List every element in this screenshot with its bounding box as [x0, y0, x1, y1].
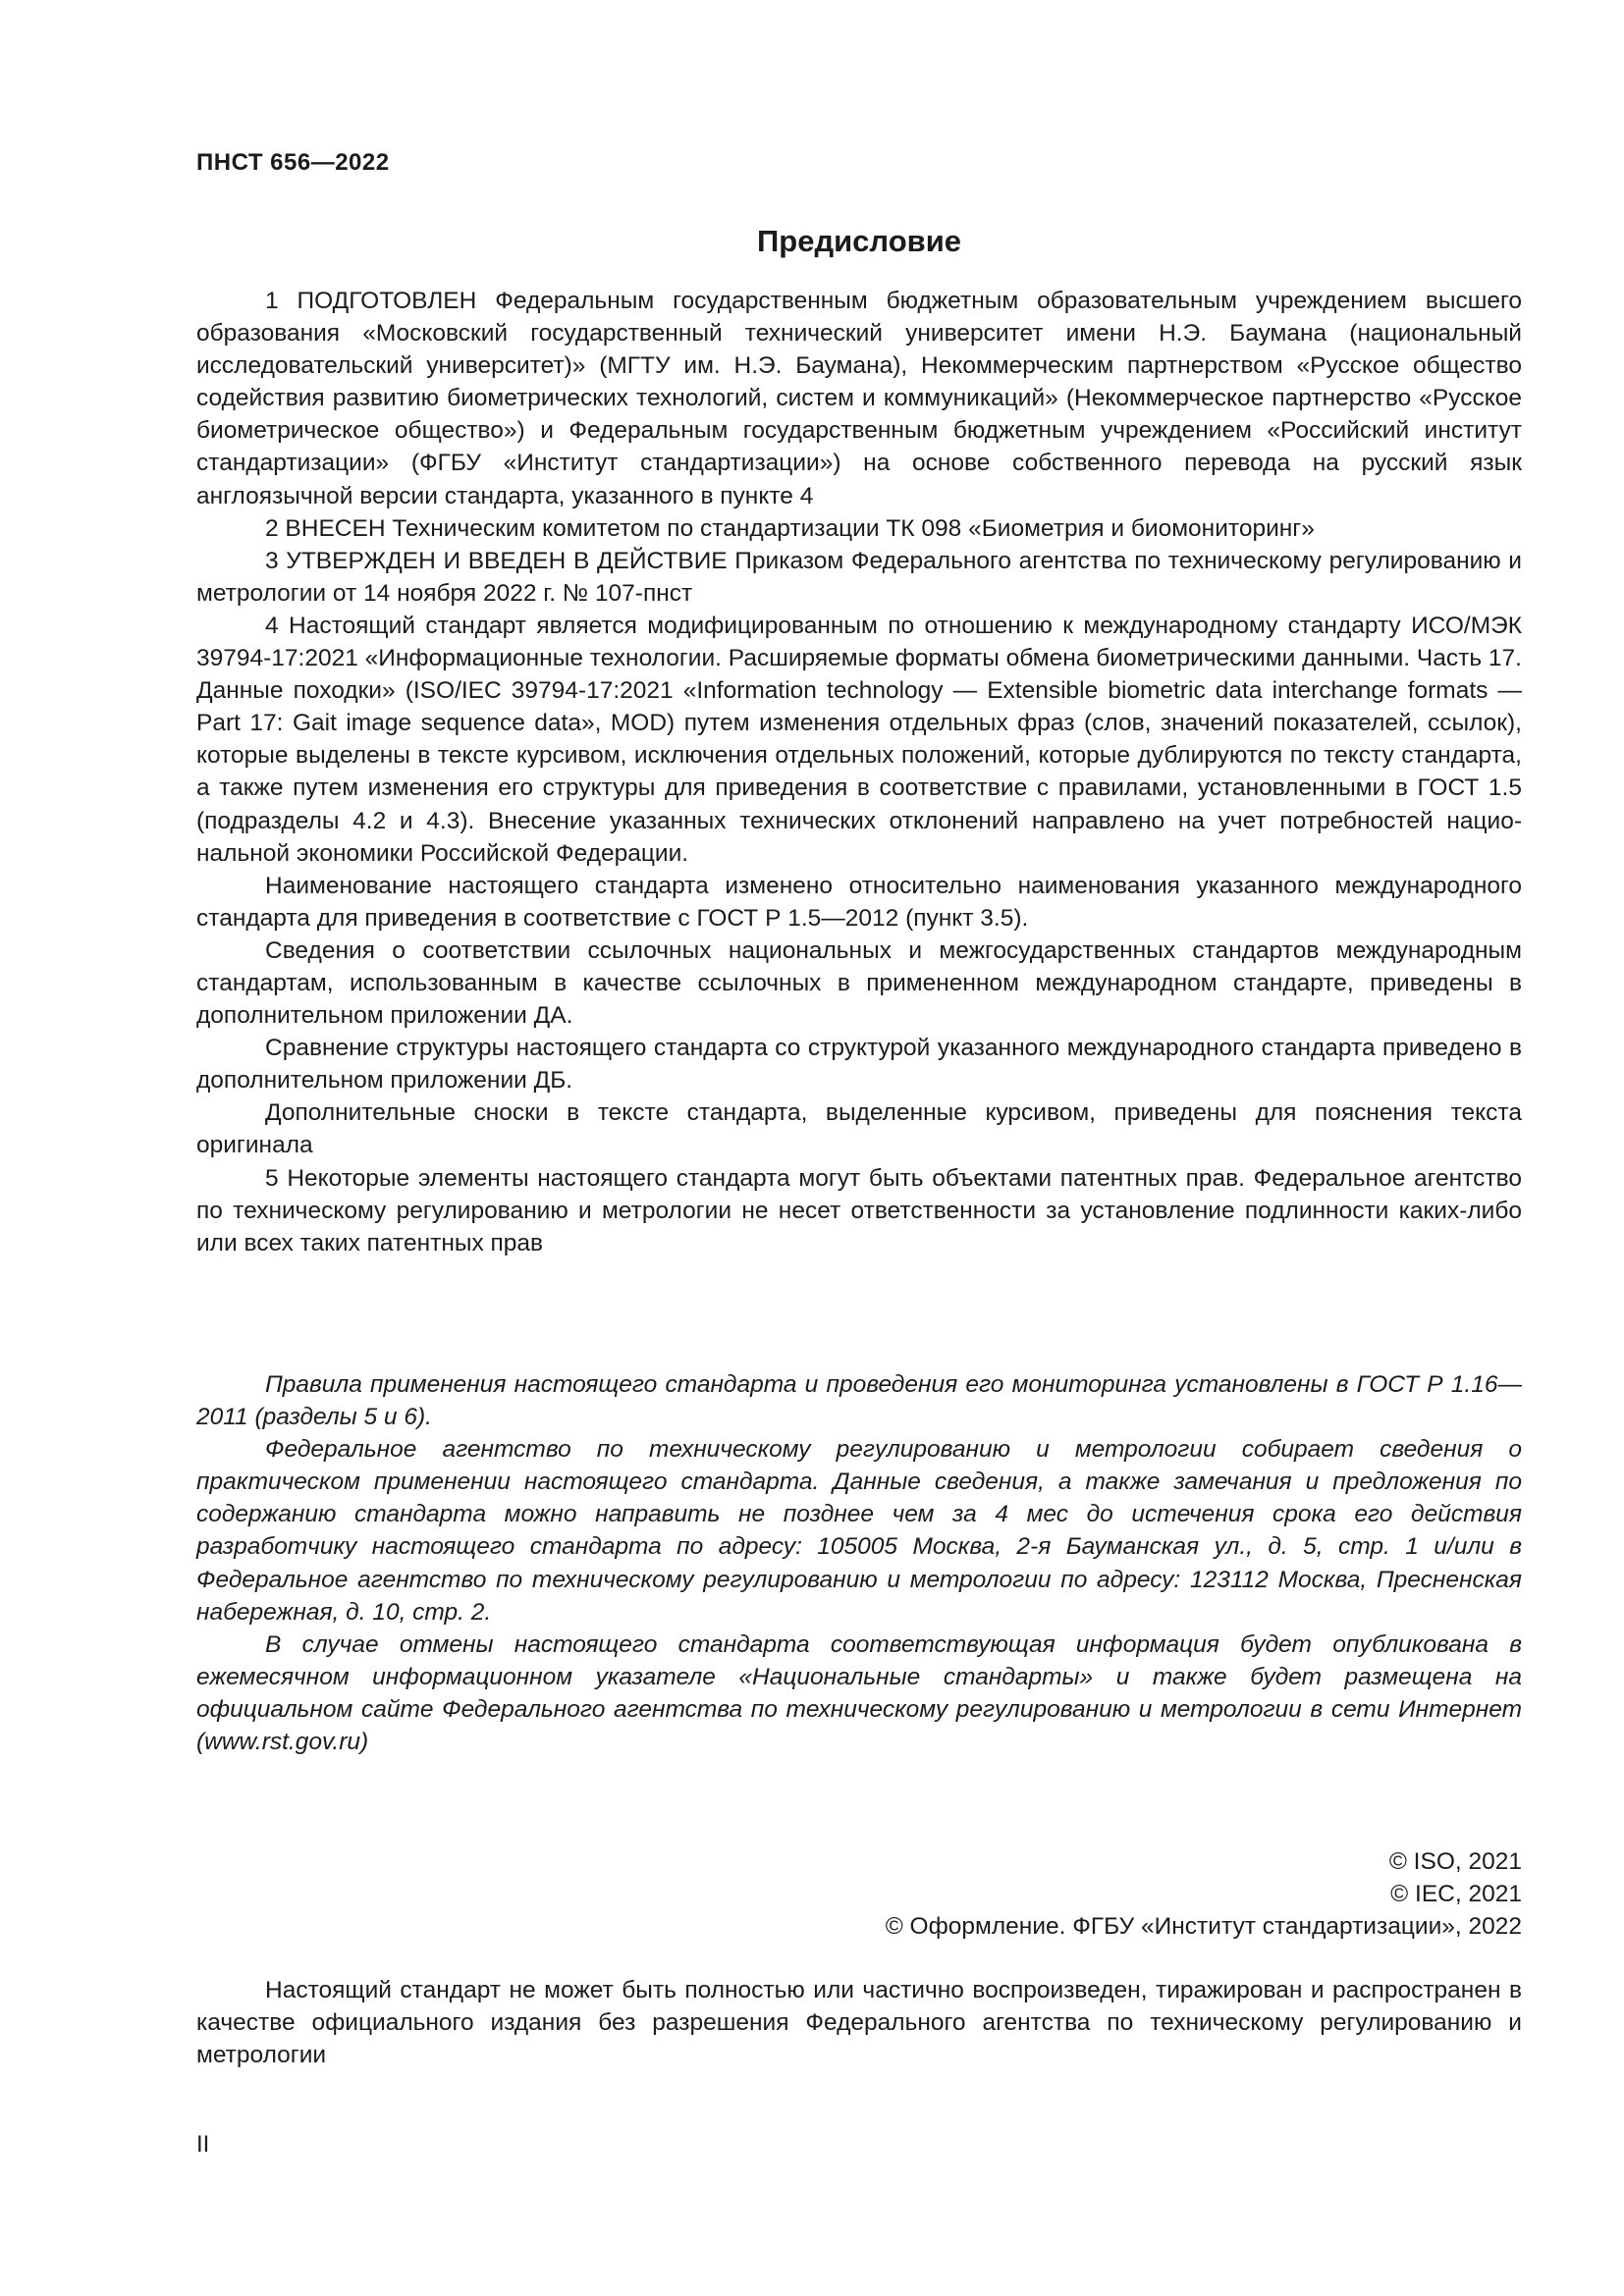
preface-paragraph-references: Сведения о соответствии ссылочных национальных и межгосударственных стандартов международным стандартам, использованным в качестве ссылочных в примененном международном стандарте, приведены в дополнительном приложении ДА. [196, 936, 1522, 1030]
reproduction-notice-section [196, 1974, 1522, 2071]
rules-paragraph-cancellation: В случае отмены настоящего стандарта соответствующая информация будет опубликована в ежемесячном информационном указателе «Национальные стандарты» и также будет размещена на официальном сайте Федерального агентства по техническому регулированию и метрологии в сети Интернет (www.rst.gov.ru) [196, 1630, 1522, 1756]
preface-item-1: 1 ПОДГОТОВЛЕН Федеральным государственным бюджетным образовательным учреждением высшего образования «Московский государственный технический университет имени Н.Э. Баумана (национальный исследовательский университет)» (МГТУ им. Н.Э. Баумана), Некоммерческим партнерством «Русское общество содействия развитию биометрических технологий, систем и коммуникаций» (Некоммерческое партнерство «Русское биометрическое общество») и Федеральным государственным бюджетным учреждением «Российский институт стандартизации» (ФГБУ «Институт стандартизации») на основе собственного перевода на русский язык англоязычной версии стандарта, указанного в пункте 4 [196, 288, 1522, 509]
preface-item-3: 3 УТВЕРЖДЕН И ВВЕДЕН В ДЕЙСТВИЕ Приказом Федерального агентства по техническому регулированию и метрологии от 14 ноября 2022 г. № 107-пнст [196, 547, 1522, 607]
document-code: ПНСТ 656—2022 [196, 149, 390, 176]
preface-paragraph-structure: Сравнение структуры настоящего стандарта со структурой указанного международного стандарта приведено в дополнительном приложении ДБ. [196, 1035, 1522, 1095]
preface-paragraph-footnotes: Дополнительные сноски в тексте стандарта, выделенные курсивом, приведены для пояснения текста оригинала [196, 1099, 1522, 1159]
copyright-iec: © IEC, 2021 [1390, 1881, 1522, 1907]
preface-item-2: 2 ВНЕСЕН Техническим комитетом по стандартизации ТК 098 «Биометрия и биомониторинг» [265, 514, 1315, 542]
document-page [196, 0, 1522, 2296]
application-rules-section [196, 1368, 1522, 1758]
preface-item-5: 5 Некоторые элементы настоящего стандарта могут быть объектами патентных прав. Федеральное агентство по техническому регулированию и метрологии не несет ответственности за установление подлинности каких-либо или всех таких патентных прав [196, 1164, 1522, 1256]
preface-paragraph-title-change: Наименование настоящего стандарта изменено относительно наименования указанного международного стандарта для приведения в соответствие с ГОСТ Р 1.5—2012 (пункт 3.5). [196, 872, 1522, 932]
copyright-iso: © ISO, 2021 [1388, 1848, 1522, 1875]
reproduction-notice: Настоящий стандарт не может быть полностью или частично воспроизведен, тиражирован и распространен в качестве официального издания без разрешения Федерального агентства по техническому регулированию и метрологии [196, 1977, 1522, 2069]
page-title: Предисловие [756, 224, 961, 258]
rules-paragraph-feedback: Федеральное агентство по техническому регулированию и метрологии собирает сведения о практическом применении настоящего стандарта. Данные сведения, а также замечания и предложения по содержанию стандарта можно направить не позднее чем за 4 мес до истечения срока его действия разработчику настоящего стандарта по адресу: 105005 Москва, 2-я Бауманская ул., д. 5, стр. 1 и/или в Федеральное агентство по техническому регулированию и метрологии по адресу: 123112 Москва, Пресненская набережная, д. 10, стр. 2. [196, 1436, 1522, 1626]
page-number: II [196, 2131, 210, 2158]
copyright-design: © Оформление. ФГБУ «Институт стандартизации», 2022 [885, 1913, 1522, 1940]
copyright-block [886, 1845, 1522, 1943]
rules-paragraph-application: Правила применения настоящего стандарта и проведения его мониторинга установлены в ГОСТ Р 1.16—2011 (разделы 5 и 6). [196, 1371, 1522, 1431]
preface-section [196, 285, 1522, 1259]
preface-item-4: 4 Настоящий стандарт является модифицированным по отношению к международному стандарту ИСО/МЭК 39794-17:2021 «Информационные технологии. Расширяемые форматы обмена биометрическими данными. Часть 17. Данные походки» (ISO/IEC 39794-17:2021 «Information technology — Extensible biometric data interchange formats — Part 17: Gait image sequence data», MOD) путем изменения отдельных фраз (слов, значений показателей, ссылок), которые выделены в тексте курсивом, исключения отдельных положений, которые дублируются по тексту стандарта, а также путем изменения его структуры для приведения в соответствие с правилами, установленными в ГОСТ 1.5 (подразделы 4.2 и 4.3). Внесение указанных технических отклонений направлено на учет потребностей национальной экономики Российской Федерации. [196, 612, 1522, 867]
